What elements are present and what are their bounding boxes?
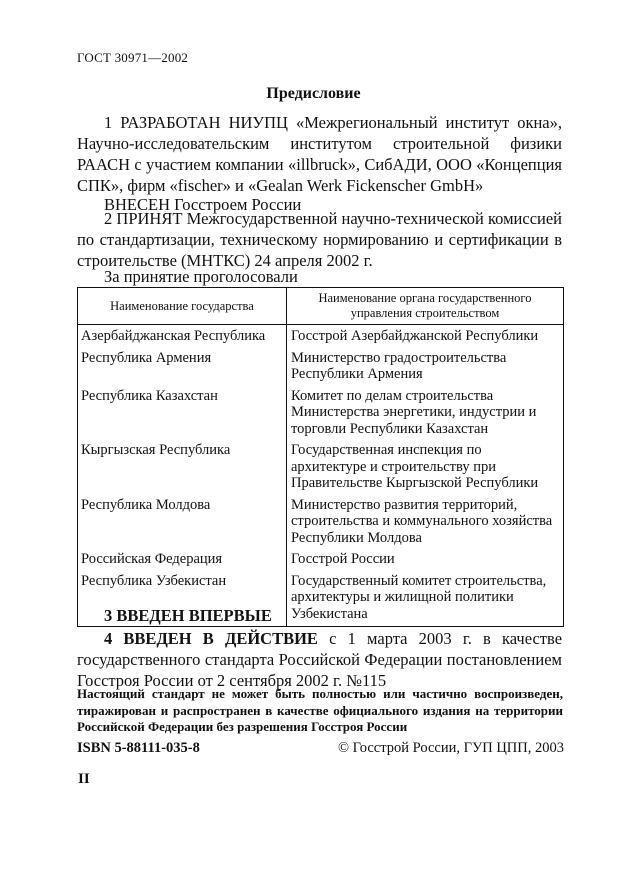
table-cell-state: Российская Федерация <box>78 550 287 572</box>
section-4-text: с 1 марта 2003 г. в качестве государственного стандарта Российской Федерации постановлением Госстроя России от 2 сентября 2002 г. №115 <box>77 629 563 690</box>
table-cell-body: Государственный комитет строительства, архитектуры и жилищной политики Узбекистана <box>287 572 564 627</box>
table-row <box>78 349 564 387</box>
table-cell-state: Республика Армения <box>78 349 287 387</box>
table-header-state: Наименование государства <box>78 288 287 325</box>
section-1-label: 1 РАЗРАБОТАН <box>104 113 221 132</box>
section-2-label: 2 ПРИНЯТ <box>104 209 183 228</box>
table-header-row <box>78 288 564 325</box>
table-cell-body: Государственная инспекция по архитектуре и строительству при Правительстве Кыргызской Республики <box>287 441 564 496</box>
introduced-label: ВНЕСЕН <box>104 195 170 214</box>
standard-code-header: ГОСТ 30971—2002 <box>77 50 189 65</box>
table-header-body: Наименование органа государственного управления строительством <box>287 288 564 325</box>
table-cell-body: Госстрой Азербайджанской Республики <box>287 325 564 349</box>
table-cell-body: Министерство развития территорий, строительства и коммунального хозяйства Республики Молдова <box>287 496 564 551</box>
section-4-paragraph <box>77 628 562 691</box>
isbn: ISBN 5-88111-035-8 <box>77 740 200 756</box>
table-cell-state: Кыргызская Республика <box>78 441 287 496</box>
table-cell-state: Республика Узбекистан <box>78 572 287 627</box>
section-2-text: Межгосударственной научно-технической комиссией по стандартизации, техническому нормированию и сертификации в строительстве (МНТКС) 24 апреля 2002 г. <box>77 209 563 270</box>
section-1-text: НИУПЦ «Межрегиональный институт окна», Научно-исследовательским институтом строительной физики РААСН с участием компании «illbruck», СибАДИ, ООО «Концепция СПК», фирм «fischer» и «Gealan Werk Fickenscher GmbH» <box>77 113 563 195</box>
table-cell-body: Комитет по делам строительства Министерства энергетики, индустрии и торговли Республики Казахстан <box>287 387 564 442</box>
table-row <box>78 387 564 442</box>
table-cell-body: Госстрой России <box>287 550 564 572</box>
page-title: Предисловие <box>266 85 361 102</box>
table-row <box>78 496 564 551</box>
section-2-paragraph <box>77 208 562 271</box>
section-1-paragraph <box>77 112 562 196</box>
table-cell-body: Министерство градостроительства Республики Армения <box>287 349 564 387</box>
introduced-text: Госстроем России <box>174 195 302 214</box>
table-row <box>78 441 564 496</box>
table-row <box>78 325 564 349</box>
table-cell-state: Республика Казахстан <box>78 387 287 442</box>
states-table <box>77 287 564 627</box>
table-cell-state: Азербайджанская Республика <box>78 325 287 349</box>
copyright-notice: Настоящий стандарт не может быть полностью или частично воспроизведен, тиражирован и распространен в качестве официального издания на территории Российской Федерации без разрешения Госстроя России <box>77 686 563 734</box>
copyright-line: © Госстрой России, ГУП ЦПП, 2003 <box>338 740 564 756</box>
table-cell-state: Республика Молдова <box>78 496 287 551</box>
section-4-label: 4 ВВЕДЕН В ДЕЙСТВИЕ <box>104 629 318 648</box>
section-3-heading: 3 ВВЕДЕН ВПЕРВЫЕ <box>104 606 272 625</box>
voted-label: За принятие проголосовали <box>104 267 298 286</box>
table-row <box>78 550 564 572</box>
page-number: II <box>78 771 90 787</box>
